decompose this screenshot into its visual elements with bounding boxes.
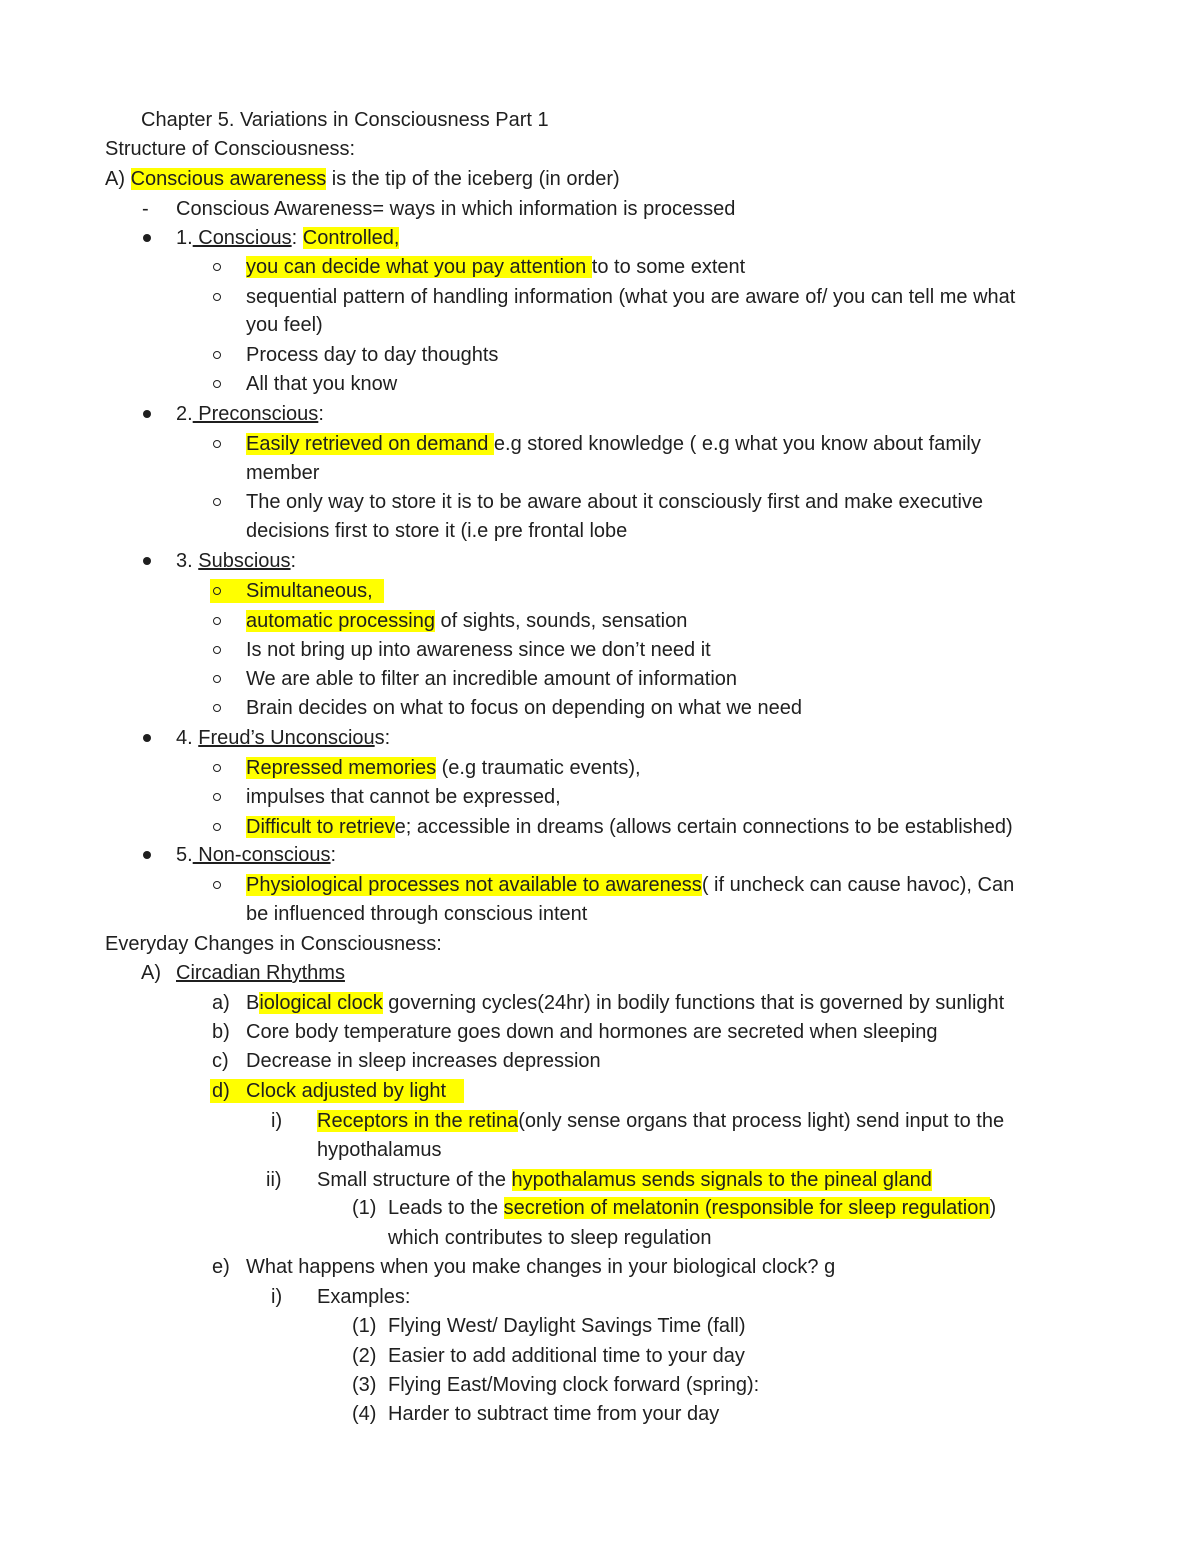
marker-c: c) [212, 1050, 229, 1072]
line-rei: Examples: [317, 1286, 411, 1308]
marker-1: (1) [352, 1197, 377, 1219]
bullet-dot [143, 851, 151, 859]
bullet-circle [213, 617, 221, 625]
bullet-dot [143, 410, 151, 418]
line-c2-s2: The only way to store it is to be aware about it consciously first and make executive [246, 491, 984, 513]
dash-marker: - [142, 198, 149, 220]
line-rb: Core body temperature goes down and hormones are secreted when sleeping [246, 1021, 938, 1043]
item-circadian-rhythms: Circadian Rhythms [176, 962, 345, 984]
marker-a-lower: a) [212, 992, 230, 1014]
line-c1-s1: you can decide what you pay attention to to some extent [246, 256, 746, 278]
item-preconscious: 2. Preconscious: [176, 403, 324, 425]
line-ex4: Harder to subtract time from your day [388, 1403, 720, 1425]
line-c4-s3: Difficult to retrieve; accessible in dreams (allows certain connections to be established) [246, 816, 1013, 838]
line-c1-s3: Process day to day thoughts [246, 344, 499, 366]
bullet-dot [143, 557, 151, 565]
bullet-circle [213, 380, 221, 388]
line-c4-s2: impulses that cannot be expressed, [246, 786, 561, 808]
bullet-circle [213, 646, 221, 654]
line-a: A) Conscious awareness is the tip of the iceberg (in order) [105, 168, 620, 190]
line-dash: Conscious Awareness= ways in which information is processed [176, 198, 736, 220]
marker-d: d) [212, 1080, 230, 1102]
marker-i: i) [271, 1286, 283, 1308]
item-conscious: 1. Conscious: Controlled, [176, 227, 400, 249]
line-rdi-cont: hypothalamus [317, 1139, 442, 1161]
line-c3-s1: Simultaneous, [246, 580, 373, 602]
item-subscious: 3. Subscious: [176, 550, 297, 572]
item-non-conscious: 5. Non-conscious: [176, 844, 337, 866]
marker-i: i) [271, 1110, 283, 1132]
marker-ii: ii) [266, 1169, 282, 1191]
line-c4-s1: Repressed memories (e.g traumatic events), [246, 757, 641, 779]
line-ex3: Flying East/Moving clock forward (spring): [388, 1374, 760, 1396]
heading-everyday-changes: Everyday Changes in Consciousness: [105, 933, 442, 955]
line-ex1: Flying West/ Daylight Savings Time (fall) [388, 1315, 746, 1337]
bullet-circle [213, 764, 221, 772]
line-c3-s2: automatic processing of sights, sounds, sensation [246, 610, 688, 632]
marker-b: b) [212, 1021, 230, 1043]
line-c2-s1-cont: member [246, 462, 320, 484]
line-rdi: Receptors in the retina(only sense organs that process light) send input to the [317, 1110, 1005, 1132]
bullet-circle [213, 881, 221, 889]
line-rc: Decrease in sleep increases depression [246, 1050, 601, 1072]
line-rdii: Small structure of the hypothalamus sends signals to the pineal gland [317, 1169, 932, 1191]
bullet-circle [213, 351, 221, 359]
line-rd1-cont: which contributes to sleep regulation [388, 1227, 712, 1249]
bullet-circle [213, 263, 221, 271]
line-c2-s2-cont: decisions first to store it (i.e pre frontal lobe [246, 520, 628, 542]
line-c5-s1-cont: be influenced through conscious intent [246, 903, 588, 925]
marker-1: (1) [352, 1315, 377, 1337]
line-c1-s2: sequential pattern of handling information (what you are aware of/ you can tell me what [246, 286, 1016, 308]
bullet-circle [213, 498, 221, 506]
line-c3-s3: Is not bring up into awareness since we don’t need it [246, 639, 711, 661]
item-freuds-unconscious: 4. Freud’s Unconscious: [176, 727, 391, 749]
line-c5-s1: Physiological processes not available to awareness( if uncheck can cause havoc), Can [246, 874, 1015, 896]
bullet-circle [213, 675, 221, 683]
bullet-circle [213, 793, 221, 801]
line-rd1: Leads to the secretion of melatonin (responsible for sleep regulation) [388, 1197, 997, 1219]
heading-structure: Structure of Consciousness: [105, 138, 356, 160]
line-c3-s4: We are able to filter an incredible amount of information [246, 668, 738, 690]
marker-3: (3) [352, 1374, 377, 1396]
line-c1-s2-cont: you feel) [246, 314, 323, 336]
marker-2: (2) [352, 1345, 377, 1367]
bullet-circle [213, 704, 221, 712]
line-c1-s4: All that you know [246, 373, 398, 395]
line-ra: Biological clock governing cycles(24hr) in bodily functions that is governed by sunlight [246, 992, 1005, 1014]
marker-4: (4) [352, 1403, 377, 1425]
line-rd: Clock adjusted by light [246, 1080, 447, 1102]
bullet-dot [143, 234, 151, 242]
bullet-circle [213, 587, 221, 595]
marker-e: e) [212, 1256, 230, 1278]
line-c3-s5: Brain decides on what to focus on depending on what we need [246, 697, 802, 719]
line-c2-s1: Easily retrieved on demand e.g stored knowledge ( e.g what you know about family [246, 433, 981, 455]
bullet-circle [213, 823, 221, 831]
bullet-circle [213, 440, 221, 448]
marker-a: A) [141, 962, 161, 984]
doc-title: Chapter 5. Variations in Consciousness Part 1 [141, 109, 549, 131]
line-re: What happens when you make changes in your biological clock? g [246, 1256, 836, 1278]
bullet-dot [143, 734, 151, 742]
line-ex2: Easier to add additional time to your day [388, 1345, 745, 1367]
bullet-circle [213, 293, 221, 301]
